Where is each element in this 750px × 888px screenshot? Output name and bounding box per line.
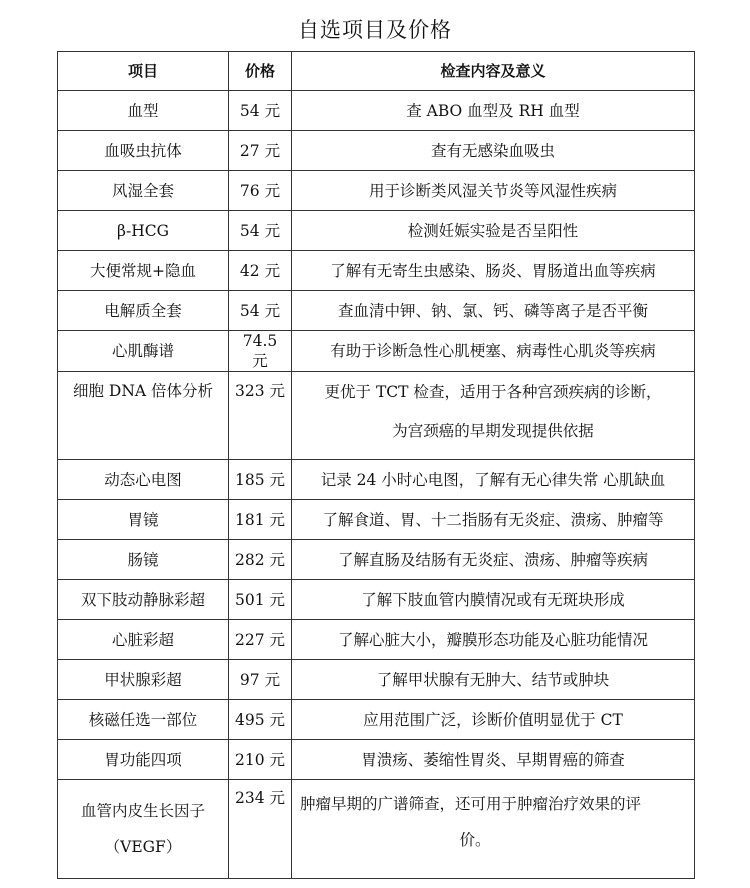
meaning-cell: 查 ABO 血型及 RH 血型 [292,91,695,131]
price-cell: 323 元 [229,372,292,460]
table-row [58,540,695,580]
meaning-cell [292,372,695,460]
item-cell: 胃镜 [58,500,229,540]
table-row [58,171,695,211]
price-cell: 282 元 [229,540,292,580]
table-row [58,580,695,620]
table-row [58,780,695,879]
header-price: 价格 [229,52,292,91]
item-cell: 心脏彩超 [58,620,229,660]
table-row [58,500,695,540]
meaning-cell: 了解下肢血管内膜情况或有无斑块形成 [292,580,695,620]
table-row [58,91,695,131]
item-cell: 血吸虫抗体 [58,131,229,171]
price-cell: 54 元 [229,211,292,251]
item-cell: 胃功能四项 [58,740,229,780]
item-cell [58,780,229,879]
table-row [58,660,695,700]
meaning-cell: 了解直肠及结肠有无炎症、溃疡、肿瘤等疾病 [292,540,695,580]
table-row [58,740,695,780]
price-cell: 185 元 [229,460,292,500]
item-cell: β-HCG [58,211,229,251]
table-row [58,700,695,740]
meaning-cell: 记录 24 小时心电图，了解有无心律失常 心肌缺血 [292,460,695,500]
item-line: 血管内皮生长因子 [80,802,205,820]
table-row [58,620,695,660]
table-row [58,372,695,460]
price-table [57,51,695,879]
table-row [58,131,695,171]
page-title: 自选项目及价格 [298,18,452,42]
table-row [58,460,695,500]
table-row [58,251,695,291]
meaning-line: 价。 [459,831,491,849]
meaning-cell: 了解甲状腺有无肿大、结节或肿块 [292,660,695,700]
meaning-cell: 有助于诊断急性心肌梗塞、病毒性心肌炎等疾病 [292,331,695,372]
price-cell: 54 元 [229,91,292,131]
price-cell: 76 元 [229,171,292,211]
price-cell: 495 元 [229,700,292,740]
price-cell: 42 元 [229,251,292,291]
meaning-cell: 胃溃疡、萎缩性胃炎、早期胃癌的筛查 [292,740,695,780]
table-row [58,291,695,331]
item-cell: 心肌酶谱 [58,331,229,372]
price-cell: 54 元 [229,291,292,331]
item-line: （VEGF） [104,838,182,856]
meaning-cell: 了解有无寄生虫感染、肠炎、胃肠道出血等疾病 [292,251,695,291]
meaning-cell: 应用范围广泛，诊断价值明显优于 CT [292,700,695,740]
meaning-cell: 用于诊断类风湿关节炎等风湿性疾病 [292,171,695,211]
price-cell: 234 元 [229,780,292,879]
item-cell: 血型 [58,91,229,131]
price-cell: 97 元 [229,660,292,700]
table-header-row [58,52,695,91]
item-cell: 大便常规+隐血 [58,251,229,291]
header-item: 项目 [58,52,229,91]
meaning-line: 为宫颈癌的早期发现提供依据 [392,422,594,440]
price-cell: 501 元 [229,580,292,620]
meaning-cell: 查血清中钾、钠、氯、钙、磷等离子是否平衡 [292,291,695,331]
price-cell: 210 元 [229,740,292,780]
header-meaning: 检查内容及意义 [292,52,695,91]
price-cell: 74.5 元 [229,331,292,372]
meaning-cell: 查有无感染血吸虫 [292,131,695,171]
item-cell: 甲状腺彩超 [58,660,229,700]
meaning-cell: 检测妊娠实验是否呈阳性 [292,211,695,251]
price-cell: 181 元 [229,500,292,540]
item-cell: 风湿全套 [58,171,229,211]
meaning-line: 肿瘤早期的广谱筛查，还可用于肿瘤治疗效果的评 [300,795,642,813]
meaning-cell [292,780,695,879]
meaning-line: 更优于 TCT 检查，适用于各种宫颈疾病的诊断， [324,383,662,401]
item-cell: 双下肢动静脉彩超 [58,580,229,620]
item-cell: 细胞 DNA 倍体分析 [58,372,229,460]
price-cell: 227 元 [229,620,292,660]
price-cell: 27 元 [229,131,292,171]
item-cell: 核磁任选一部位 [58,700,229,740]
item-cell: 电解质全套 [58,291,229,331]
table-row [58,211,695,251]
table-row [58,331,695,372]
meaning-cell: 了解心脏大小，瓣膜形态功能及心脏功能情况 [292,620,695,660]
item-cell: 动态心电图 [58,460,229,500]
meaning-cell: 了解食道、胃、十二指肠有无炎症、溃疡、肿瘤等 [292,500,695,540]
item-cell: 肠镜 [58,540,229,580]
